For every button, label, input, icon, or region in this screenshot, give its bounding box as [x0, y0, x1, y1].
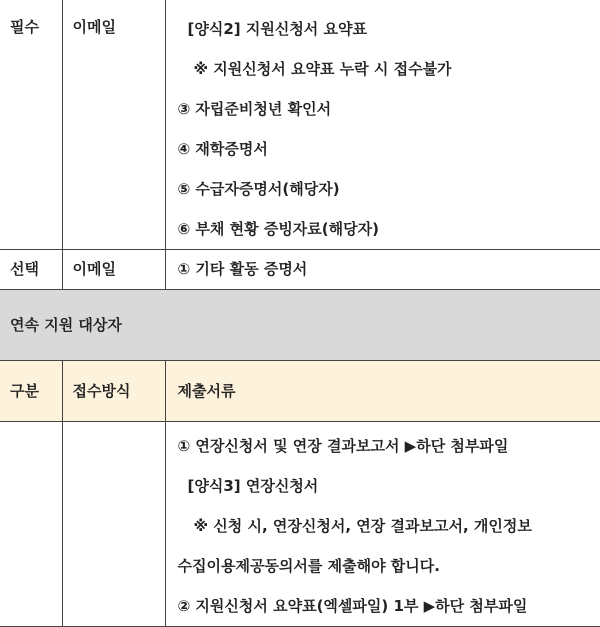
method-cell: 이메일: [62, 0, 165, 250]
method-cell: [62, 422, 165, 627]
category-cell: [0, 422, 62, 627]
document-note: ※ 지원신청서 요약표 누락 시 접수불가: [166, 49, 600, 89]
method-cell: 이메일: [62, 250, 165, 290]
table-row-required: [0, 0, 600, 250]
table-header-row: [0, 361, 600, 422]
document-line: ⑤ 수급자증명서(해당자): [166, 169, 600, 209]
document-line: ⑥ 부채 현황 증빙자료(해당자): [166, 209, 600, 249]
documents-cell: [165, 0, 600, 250]
section-title-row: [0, 290, 600, 361]
documents-cell: [165, 250, 600, 290]
document-line: ① 기타 활동 증명서: [166, 250, 600, 289]
document-line: ③ 자립준비청년 확인서: [166, 89, 600, 129]
category-cell: 선택: [0, 250, 62, 290]
document-note: ※ 신청 시, 연장신청서, 연장 결과보고서, 개인정보: [166, 506, 600, 546]
document-line: ① 연장신청서 및 연장 결과보고서 ▶하단 첨부파일: [166, 426, 600, 466]
document-note: 수집이용제공동의서를 제출해야 합니다.: [166, 546, 600, 586]
table-row-continuing: [0, 422, 600, 627]
document-line: ④ 재학증명서: [166, 129, 600, 169]
header-method: 접수방식: [62, 361, 165, 422]
documents-cell: [165, 422, 600, 627]
document-line: ② 지원신청서 요약표(엑셀파일) 1부 ▶하단 첨부파일: [166, 586, 600, 626]
table-row-optional: [0, 250, 600, 290]
document-line: [양식3] 연장신청서: [166, 466, 600, 506]
category-cell: 필수: [0, 0, 62, 250]
header-category: 구분: [0, 361, 62, 422]
section-title: 연속 지원 대상자: [0, 290, 600, 361]
header-documents: 제출서류: [165, 361, 600, 422]
document-line: [양식2] 지원신청서 요약표: [166, 9, 600, 49]
